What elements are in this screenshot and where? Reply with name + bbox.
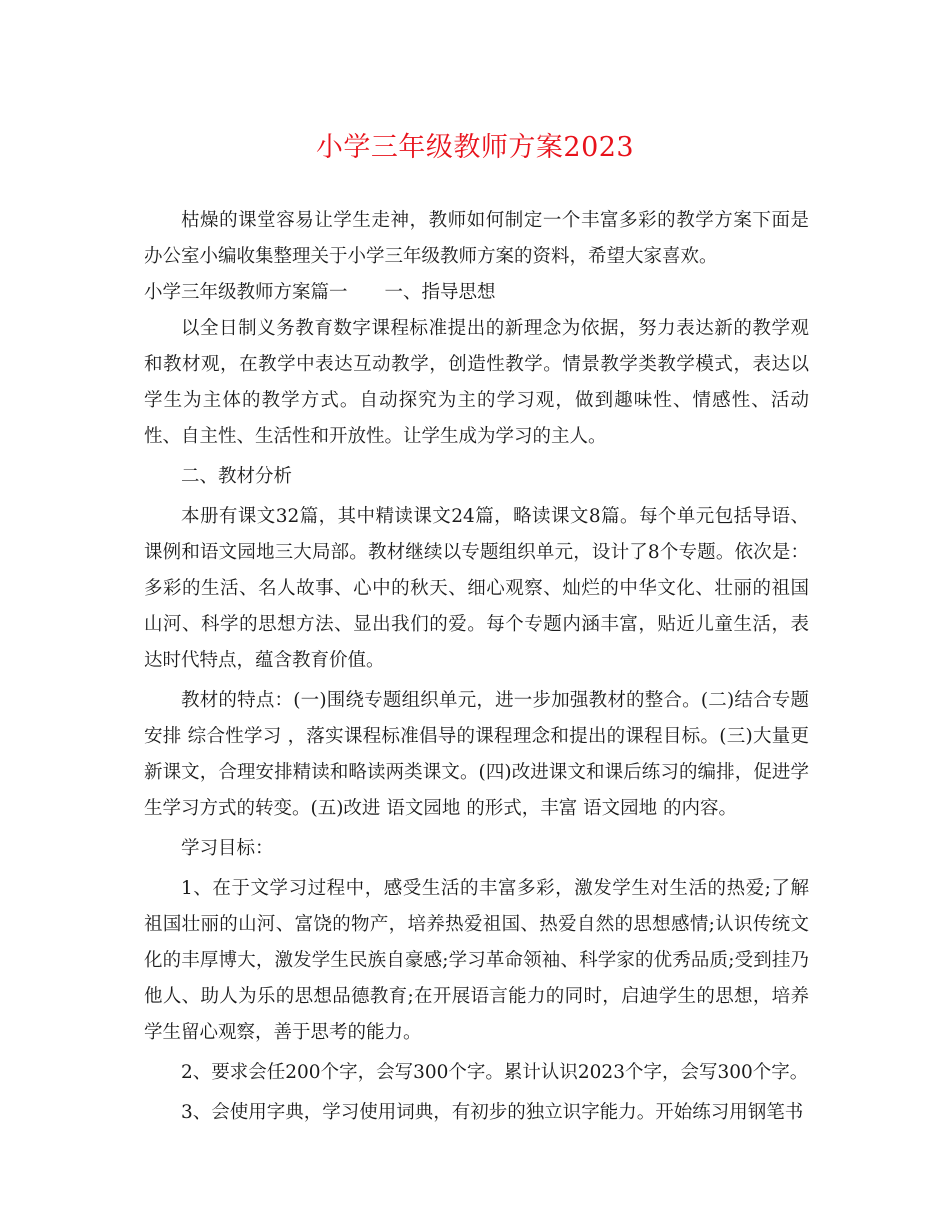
goal-item-3: 3、会使用字典，学习使用词典，有初步的独立识字能力。开始练习用钢笔书 bbox=[181, 1102, 804, 1123]
section-heading-row bbox=[144, 275, 809, 311]
document-body bbox=[144, 203, 809, 1131]
features-paragraph: 教材的特点：(一)围绕专题组织单元，进一步加强教材的整合。(二)结合专题安排 综合性学习 ，落实课程标准倡导的课程理念和提出的课程目标。(三)大量更新课文，合理安排精读和略读两类课文。(四)改进课文和课后练习的编排，促进学生学习方式的转变。(五)改进 语文园地 的形式，丰富 语文园地 的内容。 bbox=[144, 690, 809, 819]
intro-paragraph: 枯燥的课堂容易让学生走神，教师如何制定一个丰富多彩的教学方案下面是办公室小编收集整理关于小学三年级教师方案的资料，希望大家喜欢。 bbox=[144, 210, 809, 267]
heading-spacer bbox=[348, 275, 385, 311]
textbook-paragraph: 本册有课文32篇，其中精读课文24篇，略读课文8篇。每个单元包括导语、课例和语文园地三大局部。教材继续以专题组织单元，设计了8个专题。依次是：多彩的生活、名人故事、心中的秋天、细心观察、灿烂的中华文化、壮丽的祖国山河、科学的思想方法、显出我们的爱。每个专题内涵丰富，贴近儿童生活，表达时代特点，蕴含教育价值。 bbox=[144, 506, 809, 671]
goals-label: 学习目标： bbox=[181, 838, 274, 859]
section-heading-guiding: 一、指导思想 bbox=[384, 282, 496, 303]
guiding-paragraph: 以全日制义务教育数字课程标准提出的新理念为依据，努力表达新的教学观和教材观，在教学中表达互动教学，创造性教学。情景教学类教学模式，表达以学生为主体的教学方式。自动探究为主的学习观，做到趣味性、情感性、活动性、自主性、生活性和开放性。让学生成为学习的主人。 bbox=[144, 318, 809, 447]
section-heading-textbook: 二、教材分析 bbox=[181, 466, 293, 487]
goal-item-1: 1、在于文学习过程中，感受生活的丰富多彩，激发学生对生活的热爱;了解祖国壮丽的山河、富饶的物产，培养热爱祖国、热爱自然的思想感情;认识传统文化的丰厚博大，激发学生民族自豪感;学习革命领袖、科学家的优秀品质;受到挂乃他人、助人为乐的思想品德教育;在开展语言能力的同时，启迪学生的思想，培养学生留心观察，善于思考的能力。 bbox=[144, 878, 809, 1043]
section-title: 小学三年级教师方案篇一 bbox=[144, 282, 348, 303]
document-title: 小学三年级教师方案2023 bbox=[315, 132, 635, 163]
goal-item-2: 2、要求会任200个字，会写300个字。累计认识2023个字，会写300个字。 bbox=[181, 1062, 809, 1083]
